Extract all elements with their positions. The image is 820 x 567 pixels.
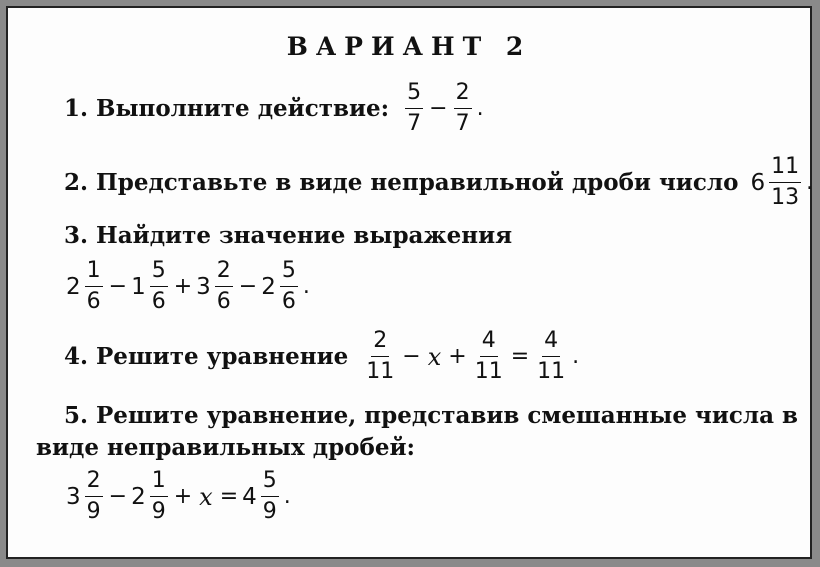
task-5-expression: 3 $\frac{2}{9}$ − 2 $\frac{1}{9}$ + x = 4 $\frac{5}{9}$ . xyxy=(66,468,291,524)
task-text: Решите уравнение, представив смешанные числа в xyxy=(96,402,798,429)
fraction: $\frac{1}{9}$ xyxy=(151,468,166,524)
task-number: 3. xyxy=(64,222,89,249)
fraction: $\frac{2}{11}$ xyxy=(366,328,395,384)
fraction: $\frac{2}{9}$ xyxy=(86,468,101,524)
task-1-expression: $\frac{5}{7}$ − $\frac{2}{7}$ . xyxy=(407,80,484,136)
task-4 xyxy=(64,330,579,383)
task-5 xyxy=(64,402,798,429)
task-number: 5. xyxy=(64,402,89,429)
fraction: $\frac{1}{6}$ xyxy=(86,258,101,314)
task-text: Представьте в виде неправильной дроби число xyxy=(96,169,739,196)
task-4-expression: $\frac{2}{11}$ − x + $\frac{4}{11}$ = $\frac{4}{11}$ . xyxy=(366,328,580,384)
page-title: ВАРИАНТ 2 xyxy=(286,32,532,61)
task-3 xyxy=(64,222,512,249)
task-number: 2. xyxy=(64,169,89,196)
task-text: Найдите значение выражения xyxy=(96,222,513,249)
task-5-line-2 xyxy=(36,434,415,461)
task-3-expression: 2 $\frac{1}{6}$ − 1 $\frac{5}{6}$ + 3 $\frac{2}{6}$ − 2 $\frac{5}{6}$ . xyxy=(66,258,310,314)
task-2 xyxy=(64,156,813,209)
fraction: $\frac{2}{7}$ xyxy=(455,80,470,136)
task-text: виде неправильных дробей: xyxy=(36,434,416,461)
fraction: $\frac{11}{13}$ xyxy=(771,154,800,210)
fraction: $\frac{5}{6}$ xyxy=(281,258,296,314)
fraction: $\frac{4}{11}$ xyxy=(474,328,503,384)
fraction: $\frac{4}{11}$ xyxy=(537,328,566,384)
task-1 xyxy=(64,82,484,135)
task-2-expression: 6 $\frac{11}{13}$ . xyxy=(750,154,814,210)
fraction: $\frac{5}{7}$ xyxy=(407,80,422,136)
fraction: $\frac{2}{6}$ xyxy=(216,258,231,314)
task-number: 4. xyxy=(64,343,89,370)
worksheet xyxy=(6,6,812,559)
task-text: Решите уравнение xyxy=(96,343,349,370)
fraction: $\frac{5}{6}$ xyxy=(151,258,166,314)
task-text: Выполните действие: xyxy=(96,95,390,122)
task-number: 1. xyxy=(64,95,89,122)
fraction: $\frac{5}{9}$ xyxy=(262,468,277,524)
